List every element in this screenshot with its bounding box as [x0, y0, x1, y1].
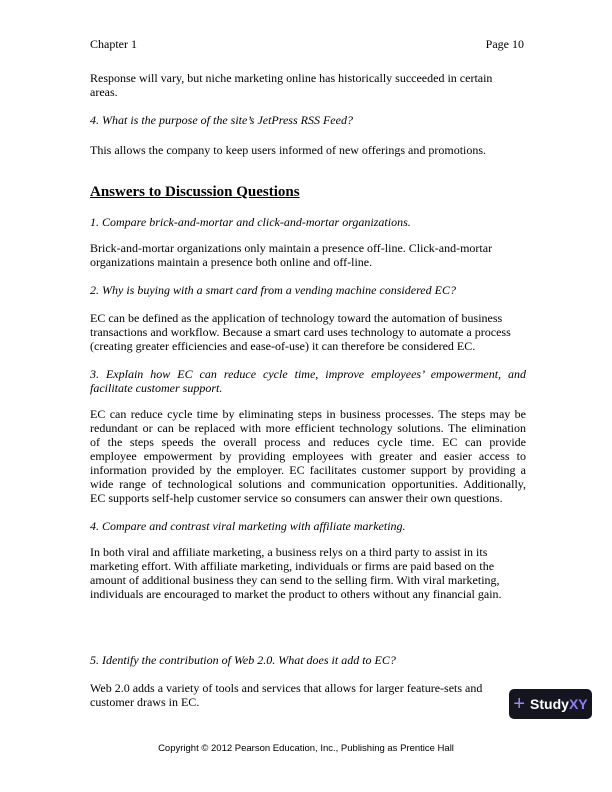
- intro-question-4: 4. What is the purpose of the site’s JetPress RSS Feed?: [90, 113, 353, 127]
- text-line: Response will vary, but niche marketing online has historically succeeded in certain: [90, 71, 493, 85]
- answer-line: marketing effort. With affiliate marketing, individuals or firms are paid based on the: [90, 559, 495, 573]
- answer-line: EC can be defined as the application of technology toward the automation of business: [90, 311, 503, 325]
- question-line: 3. Explain how EC can reduce cycle time, improve employees’ empowerment, and: [90, 367, 526, 381]
- copyright-footer: Copyright © 2012 Pearson Education, Inc., Publishing as Prentice Hall: [158, 743, 454, 754]
- logo-brand: Study: [530, 696, 569, 712]
- answer-line: organizations maintain a presence both online and off-line.: [90, 255, 373, 269]
- answer-2: [90, 311, 526, 353]
- page-number: Page 10: [485, 37, 524, 51]
- answer-line: Brick-and-mortar organizations only maintain a presence off-line. Click-and-mortar: [90, 241, 493, 255]
- chapter-label: Chapter 1: [90, 37, 137, 51]
- answer-line: information provided by the employer. EC facilitates customer support by providing a: [90, 463, 526, 477]
- text-line: areas.: [90, 85, 118, 99]
- question-line: 5. Identify the contribution of Web 2.0. What does it add to EC?: [90, 653, 396, 667]
- plus-icon: +: [513, 693, 526, 715]
- answer-line: customer draws in EC.: [90, 695, 200, 709]
- answer-line: EC supports self-help customer service so consumers can answer their own questions.: [90, 491, 503, 505]
- answer-1: [90, 241, 526, 269]
- answer-line: amount of additional business they can send to the selling firm. With viral marketing,: [90, 573, 500, 587]
- answer-line: (creating greater efficiencies and ease-of-use) it can therefore be considered EC.: [90, 339, 476, 353]
- question-3: [90, 367, 526, 395]
- answer-line: Web 2.0 adds a variety of tools and services that allows for larger feature-sets and: [90, 681, 483, 695]
- answer-line: EC can reduce cycle time by eliminating steps in business processes. The steps may be: [90, 407, 526, 421]
- question-line: facilitate customer support.: [90, 381, 223, 395]
- answer-line: redundant or can be replaced with more efficient technology solutions. The elimination: [90, 421, 526, 435]
- answer-3: [90, 407, 526, 505]
- answer-line: transactions and workflow. Because a smart card uses technology to automate a process: [90, 325, 511, 339]
- answer-4: [90, 545, 526, 601]
- answer-line: employee empowerment by providing employees with greater and easier access to: [90, 449, 526, 463]
- answer-5: [90, 681, 526, 709]
- question-1: [90, 215, 526, 229]
- studyxy-logo[interactable]: [509, 689, 592, 719]
- answer-line: wide range of technological solutions and communication opportunities. Additionally,: [90, 477, 526, 491]
- intro-answer-4: This allows the company to keep users informed of new offerings and promotions.: [90, 143, 487, 157]
- section-title: Answers to Discussion Questions: [90, 184, 300, 200]
- question-4: [90, 519, 526, 533]
- question-line: 4. Compare and contrast viral marketing with affiliate marketing.: [90, 519, 406, 533]
- question-2: [90, 283, 526, 297]
- answer-line: In both viral and affiliate marketing, a business relys on a third party to assist in its: [90, 545, 488, 559]
- question-5: [90, 653, 526, 667]
- response-paragraph: [90, 71, 526, 99]
- question-line: 2. Why is buying with a smart card from a vending machine considered EC?: [90, 283, 456, 297]
- answer-line: of the steps speeds the overall process and reduces cycle time. EC can provide: [90, 435, 526, 449]
- answer-line: individuals are encouraged to market the product to others without any financial gain.: [90, 587, 502, 601]
- logo-brand-accent: XY: [568, 696, 588, 712]
- question-line: 1. Compare brick-and-mortar and click-and-mortar organizations.: [90, 215, 411, 229]
